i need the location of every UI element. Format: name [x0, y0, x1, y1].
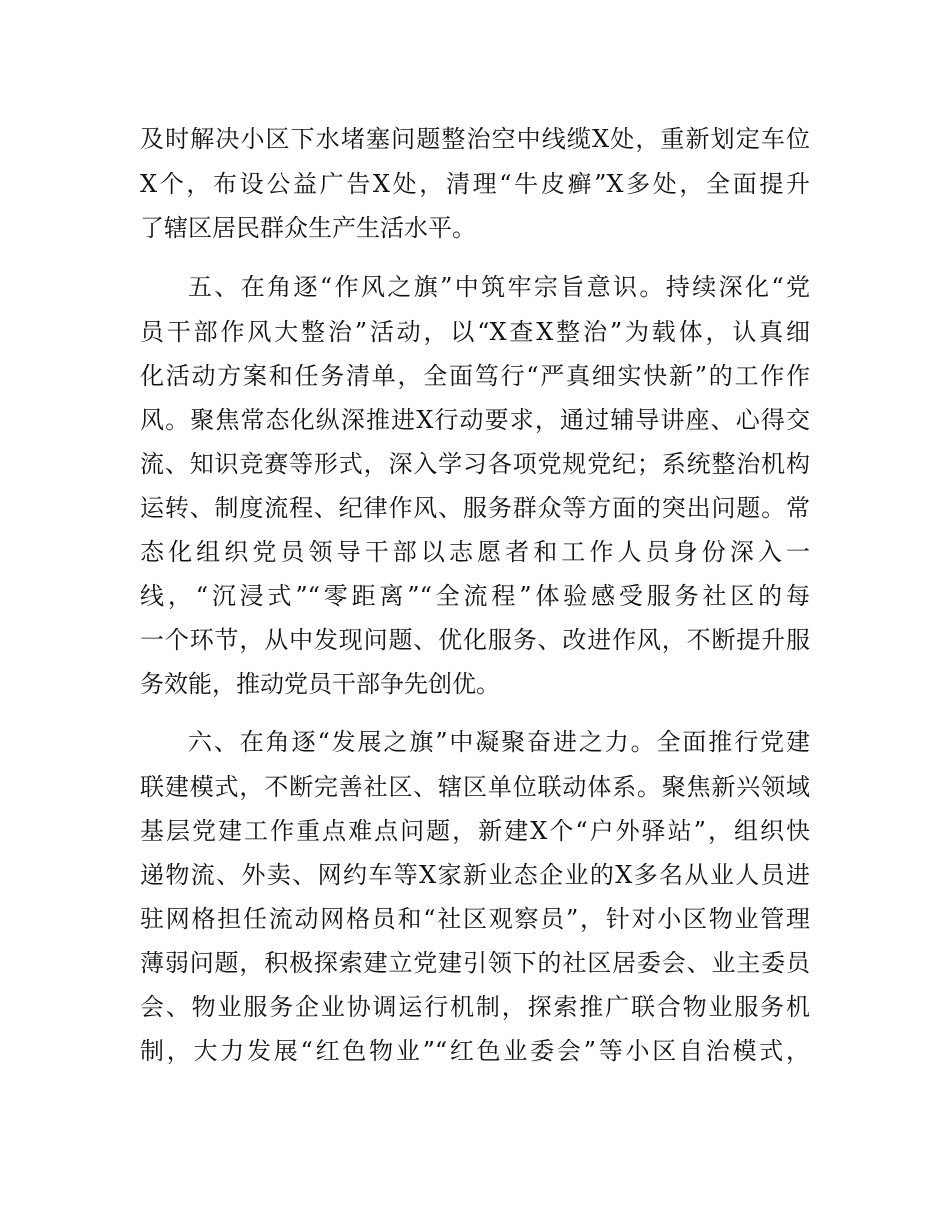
text-line: 薄弱问题，积极探索建立党建引领下的社区居委会、业主委员: [140, 949, 810, 977]
text-line: 制，大力发展“红色物业”“红色业委会”等小区自治模式，: [140, 1037, 810, 1065]
text-line: 线，“沉浸式”“零距离”“全流程”体验感受服务社区的每: [140, 582, 810, 610]
text-line: 基层党建工作重点难点问题，新建X个“户外驿站”，组织快: [140, 817, 810, 845]
text-line: 化活动方案和任务清单，全面笃行“严真细实快新”的工作作: [140, 362, 810, 390]
text-line: 风。聚焦常态化纵深推进X行动要求，通过辅导讲座、心得交: [140, 406, 810, 434]
text-line: 务效能，推动党员干部争先创优。: [140, 670, 500, 698]
text-line: 员干部作风大整治”活动，以“X查X整治”为载体，认真细: [140, 318, 810, 346]
text-line: 运转、制度流程、纪律作风、服务群众等方面的突出问题。常: [140, 494, 810, 522]
text-line: 一个环节，从中发现问题、优化服务、改进作风，不断提升服: [140, 626, 810, 654]
text-line: 流、知识竞赛等形式，深入学习各项党规党纪；系统整治机构: [140, 450, 810, 478]
text-line: 了辖区居民群众生产生活水平。: [140, 214, 476, 242]
text-line: 驻网格担任流动网格员和“社区观察员”，针对小区物业管理: [140, 905, 810, 933]
text-line: 态化组织党员领导干部以志愿者和工作人员身份深入一: [140, 538, 810, 566]
text-line: X个，布设公益广告X处，清理“牛皮癣”X多处，全面提升: [140, 170, 810, 198]
text-line: 联建模式，不断完善社区、辖区单位联动体系。聚焦新兴领域: [140, 773, 810, 801]
text-line: 及时解决小区下水堵塞问题整治空中线缆X处，重新划定车位: [140, 125, 810, 153]
text-line: 会、物业服务企业协调运行机制，探索推广联合物业服务机: [140, 993, 810, 1021]
paragraph-heading-line: 五、在角逐“作风之旗”中筑牢宗旨意识。持续深化“党: [188, 273, 810, 301]
paragraph-heading-line: 六、在角逐“发展之旗”中凝聚奋进之力。全面推行党建: [188, 728, 810, 756]
text-line: 递物流、外卖、网约车等X家新业态企业的X多名从业人员进: [140, 861, 810, 889]
